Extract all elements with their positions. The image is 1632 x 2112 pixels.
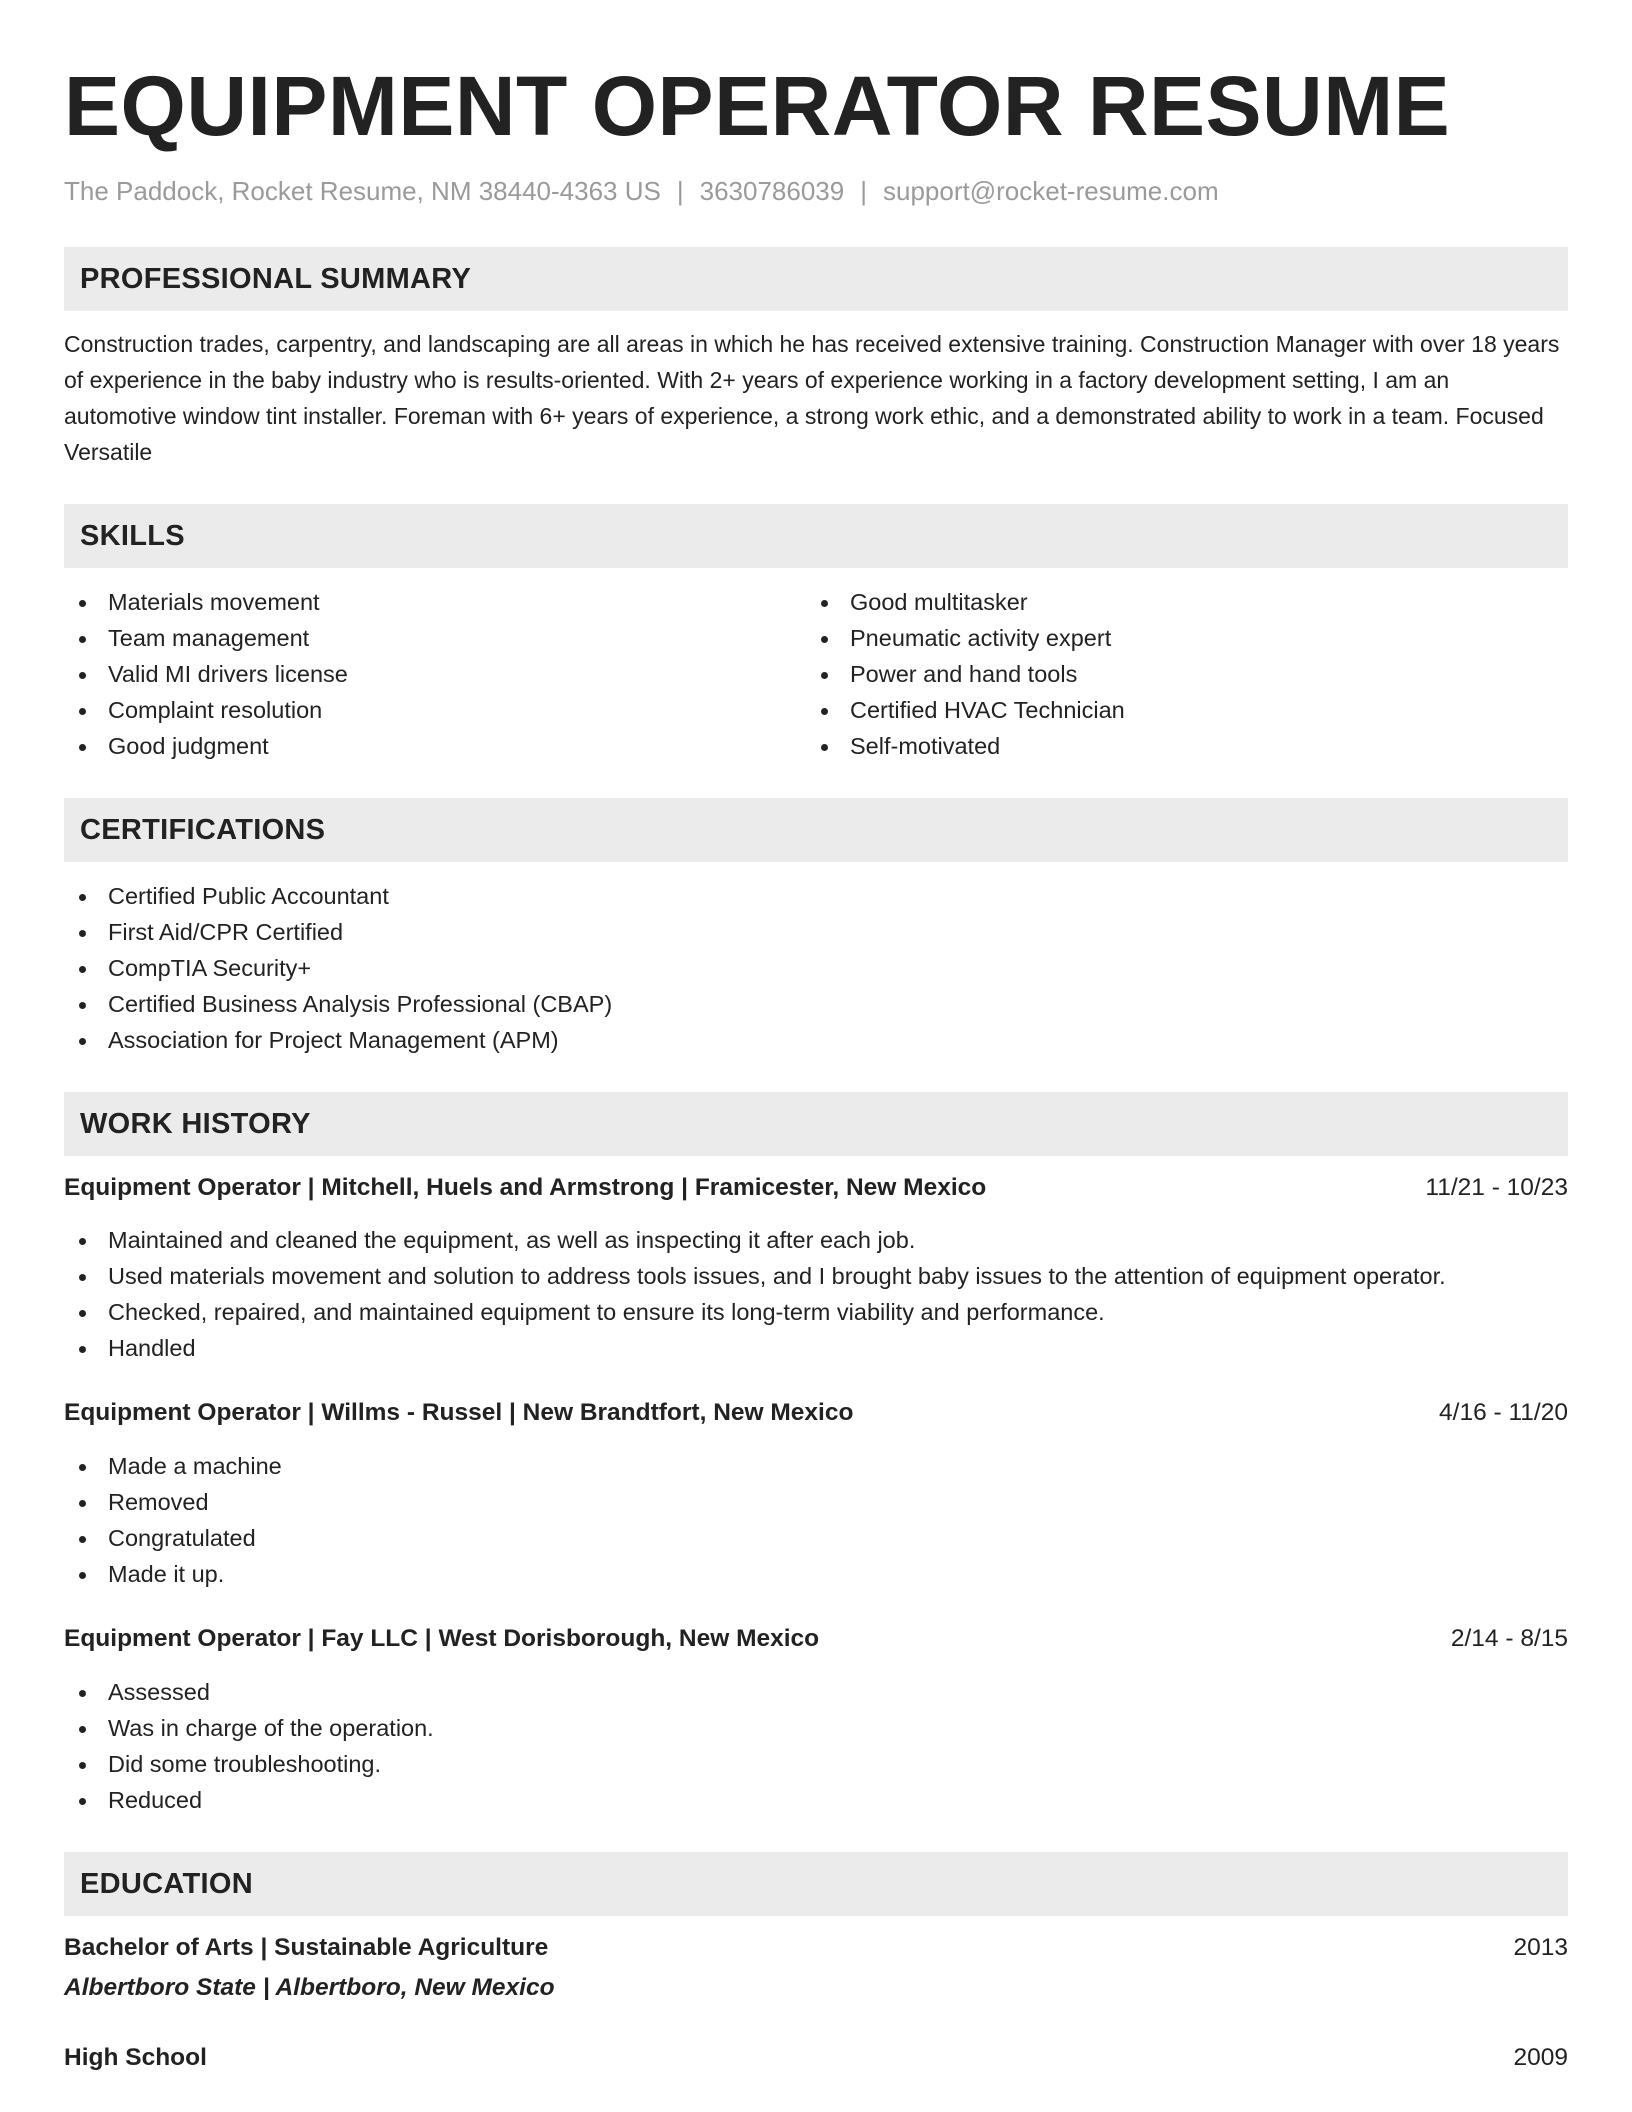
list-item: Good multitasker bbox=[806, 584, 1548, 620]
contact-line bbox=[64, 174, 1568, 208]
list-item: Good judgment bbox=[64, 728, 806, 764]
section-header-certifications: CERTIFICATIONS bbox=[64, 798, 1568, 862]
job-header bbox=[64, 1396, 1568, 1430]
job-header bbox=[64, 1622, 1568, 1656]
list-item: Materials movement bbox=[64, 584, 806, 620]
job-dates: 4/16 - 11/20 bbox=[1439, 1399, 1568, 1426]
list-item: First Aid/CPR Certified bbox=[64, 914, 1568, 950]
list-item: Certified Public Accountant bbox=[64, 878, 1568, 914]
job-dates: 11/21 - 10/23 bbox=[1425, 1174, 1568, 1201]
list-item: Congratulated bbox=[64, 1520, 1568, 1556]
list-item: Certified HVAC Technician bbox=[806, 692, 1548, 728]
list-item: Certified Business Analysis Professional (CBAP) bbox=[64, 986, 1568, 1022]
contact-separator: | bbox=[676, 176, 684, 206]
certifications-list bbox=[64, 878, 1568, 1058]
education-entry bbox=[64, 1931, 1568, 2005]
list-item: CompTIA Security+ bbox=[64, 950, 1568, 986]
education-school: Albertboro State | Albertboro, New Mexico bbox=[64, 1974, 555, 2001]
list-item: Handled bbox=[64, 1330, 1568, 1366]
list-item: Power and hand tools bbox=[806, 656, 1548, 692]
list-item: Maintained and cleaned the equipment, as well as inspecting it after each job. bbox=[64, 1222, 1568, 1258]
resume-title: EQUIPMENT OPERATOR RESUME bbox=[64, 59, 1451, 153]
section-header-skills: SKILLS bbox=[64, 504, 1568, 568]
list-item: Assessed bbox=[64, 1674, 1568, 1710]
section-header-work-history: WORK HISTORY bbox=[64, 1092, 1568, 1156]
list-item: Made it up. bbox=[64, 1556, 1568, 1592]
education-header bbox=[64, 1931, 1568, 1965]
job-bullets bbox=[64, 1222, 1568, 1366]
job-title: Equipment Operator | Willms - Russel | New Brandtfort, New Mexico bbox=[64, 1399, 854, 1426]
education-year: 2009 bbox=[1513, 2044, 1568, 2071]
job-entry bbox=[64, 1171, 1568, 1366]
list-item: Association for Project Management (APM) bbox=[64, 1022, 1568, 1058]
job-entry bbox=[64, 1622, 1568, 1818]
list-item: Reduced bbox=[64, 1782, 1568, 1818]
list-item: Pneumatic activity expert bbox=[806, 620, 1548, 656]
list-item: Valid MI drivers license bbox=[64, 656, 806, 692]
list-item: Used materials movement and solution to address tools issues, and I brought baby issues to the attention of equipment operator. bbox=[64, 1258, 1568, 1294]
education-entry bbox=[64, 2041, 1568, 2075]
job-header bbox=[64, 1171, 1568, 1205]
contact-email[interactable]: support@rocket-resume.com bbox=[883, 176, 1219, 206]
skills-list bbox=[64, 584, 1568, 764]
list-item: Removed bbox=[64, 1484, 1568, 1520]
job-entry bbox=[64, 1396, 1568, 1592]
list-item: Made a machine bbox=[64, 1448, 1568, 1484]
list-item: Team management bbox=[64, 620, 806, 656]
section-header-summary: PROFESSIONAL SUMMARY bbox=[64, 247, 1568, 311]
list-item: Was in charge of the operation. bbox=[64, 1710, 1568, 1746]
section-header-education: EDUCATION bbox=[64, 1852, 1568, 1916]
skills-column-left bbox=[64, 584, 806, 764]
summary-text: Construction trades, carpentry, and landscaping are all areas in which he has received extensive training. Construction Manager with over 18 years of experience in the baby industry who is results-oriented. With 2+ years of experience working in a factory development setting, I am an automotive window tint installer. Foreman with 6+ years of experience, a strong work ethic, and a demonstrated ability to work in a team. Focused Versatile bbox=[64, 331, 1560, 465]
list-item: Self-motivated bbox=[806, 728, 1548, 764]
list-item: Did some troubleshooting. bbox=[64, 1746, 1568, 1782]
job-bullets bbox=[64, 1674, 1568, 1818]
job-bullets bbox=[64, 1448, 1568, 1592]
list-item: Complaint resolution bbox=[64, 692, 806, 728]
contact-address: The Paddock, Rocket Resume, NM 38440-4363 US bbox=[64, 176, 661, 206]
contact-separator: | bbox=[860, 176, 867, 206]
job-dates: 2/14 - 8/15 bbox=[1450, 1625, 1568, 1652]
education-year: 2013 bbox=[1513, 1934, 1568, 1961]
education-degree: Bachelor of Arts | Sustainable Agriculture bbox=[64, 1934, 549, 1961]
education-header bbox=[64, 2041, 1568, 2075]
education-degree: High School bbox=[64, 2044, 207, 2071]
job-title: Equipment Operator | Fay LLC | West Dorisborough, New Mexico bbox=[64, 1625, 820, 1652]
skills-column-right bbox=[806, 584, 1548, 764]
contact-phone[interactable]: 3630786039 bbox=[699, 176, 845, 206]
job-title: Equipment Operator | Mitchell, Huels and Armstrong | Framicester, New Mexico bbox=[64, 1174, 987, 1201]
list-item: Checked, repaired, and maintained equipment to ensure its long-term viability and performance. bbox=[64, 1294, 1568, 1330]
